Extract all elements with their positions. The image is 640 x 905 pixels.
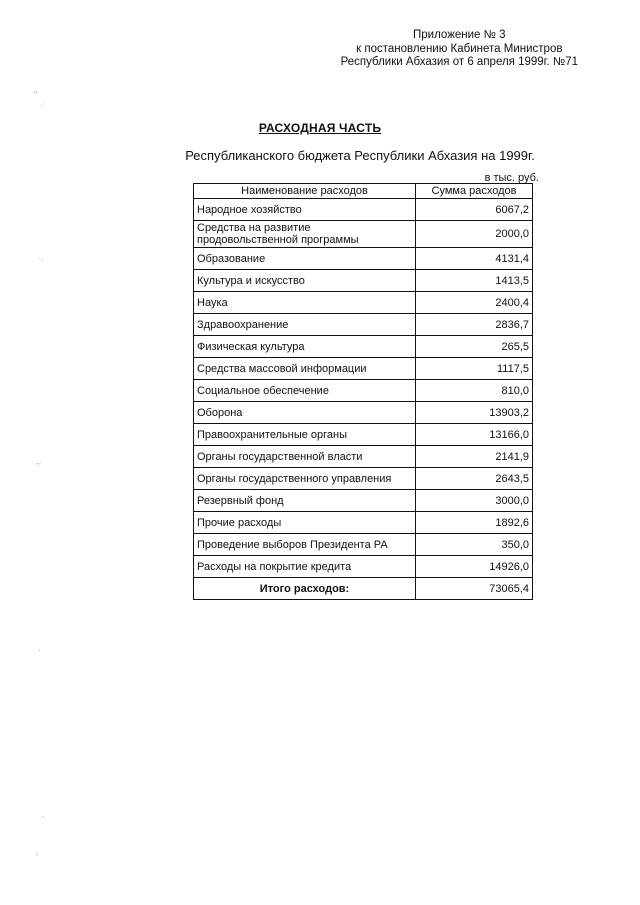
table-row <box>194 358 533 380</box>
table-row <box>194 424 533 446</box>
table-row <box>194 534 533 556</box>
expense-amount: 2836,7 <box>416 314 533 336</box>
table-row <box>194 490 533 512</box>
table-row <box>194 556 533 578</box>
total-amount: 73065,4 <box>416 578 533 600</box>
expense-name: Расходы на покрытие кредита <box>194 556 416 578</box>
table-header-row <box>194 184 533 199</box>
table-row <box>194 270 533 292</box>
expense-amount: 2000,0 <box>416 221 533 248</box>
table-row <box>194 380 533 402</box>
expense-amount: 14926,0 <box>416 556 533 578</box>
appendix-line: Приложение № 3 <box>413 29 506 41</box>
expense-name: Средства на развитие продовольственной программы <box>194 221 416 248</box>
expense-amount: 3000,0 <box>416 490 533 512</box>
expense-amount: 2643,5 <box>416 468 533 490</box>
expense-name: Физическая культура <box>194 336 416 358</box>
scan-speck: ˆ˙ <box>36 462 42 472</box>
scan-speck: ˙ <box>42 815 45 825</box>
expense-name: Оборона <box>194 402 416 424</box>
expense-name: Органы государственной власти <box>194 446 416 468</box>
expense-name: Народное хозяйство <box>194 199 416 221</box>
appendix-header <box>341 29 578 70</box>
expense-amount: 1117,5 <box>416 358 533 380</box>
expense-amount: 265,5 <box>416 336 533 358</box>
table-row <box>194 336 533 358</box>
expense-name: Социальное обеспечение <box>194 380 416 402</box>
table-row <box>194 221 533 248</box>
total-label: Итого расходов: <box>194 578 416 600</box>
total-row <box>194 578 533 600</box>
expense-amount: 13166,0 <box>416 424 533 446</box>
table-row <box>194 248 533 270</box>
expense-name: Резервный фонд <box>194 490 416 512</box>
expense-name: Проведение выборов Президента РА <box>194 534 416 556</box>
appendix-line: Республики Абхазия от 6 апреля 1999г. №71 <box>340 56 578 68</box>
scan-speck: ʹ <box>36 852 38 862</box>
expense-amount: 13903,2 <box>416 402 533 424</box>
expense-amount: 2400,4 <box>416 292 533 314</box>
expense-amount: 1413,5 <box>416 270 533 292</box>
expense-name: Правоохранительные органы <box>194 424 416 446</box>
table-row <box>194 292 533 314</box>
table-row <box>194 199 533 221</box>
scan-speck: ʺ <box>34 90 38 100</box>
expense-amount: 810,0 <box>416 380 533 402</box>
expenditure-table <box>193 183 533 600</box>
expense-name: Органы государственного управления <box>194 468 416 490</box>
column-header-name: Наименование расходов <box>194 184 416 199</box>
table-row <box>194 446 533 468</box>
table-row <box>194 468 533 490</box>
expense-name: Образование <box>194 248 416 270</box>
expense-amount: 1892,6 <box>416 512 533 534</box>
units-label: в тыс. руб. <box>484 172 539 184</box>
expense-name: Средства массовой информации <box>194 358 416 380</box>
scan-speck: ·˙ <box>40 100 46 110</box>
scan-speck: ˑ· <box>38 255 44 265</box>
expense-name: Наука <box>194 292 416 314</box>
scan-speck: · <box>38 645 41 655</box>
expense-name: Прочие расходы <box>194 512 416 534</box>
appendix-line: к постановлению Кабинета Министров <box>356 42 563 55</box>
expense-amount: 2141,9 <box>416 446 533 468</box>
expense-name: Культура и искусство <box>194 270 416 292</box>
table-row <box>194 512 533 534</box>
table-row <box>194 314 533 336</box>
section-title: РАСХОДНАЯ ЧАСТЬ <box>258 121 382 135</box>
table-row <box>194 402 533 424</box>
expense-name: Здравоохранение <box>194 314 416 336</box>
expense-amount: 4131,4 <box>416 248 533 270</box>
column-header-amount: Сумма расходов <box>416 184 533 199</box>
expense-amount: 350,0 <box>416 534 533 556</box>
expense-amount: 6067,2 <box>416 199 533 221</box>
budget-title: Республиканского бюджета Республики Абхазия на 1999г. <box>185 148 535 163</box>
